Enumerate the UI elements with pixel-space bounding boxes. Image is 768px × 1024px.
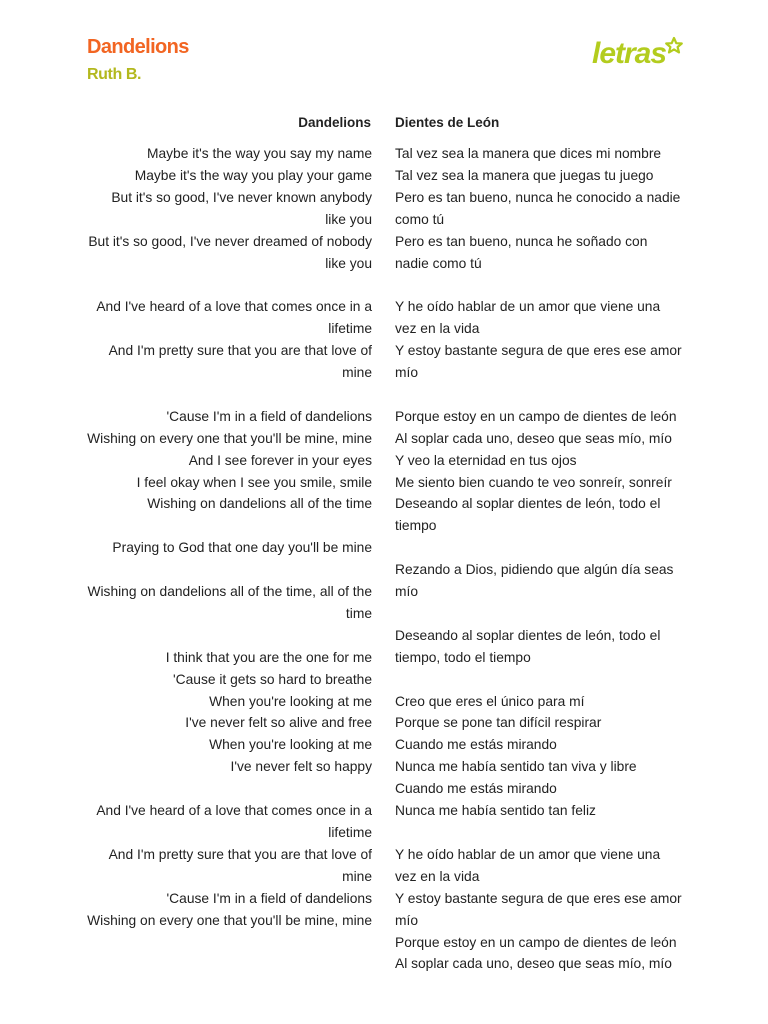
translated-lyric-line: Nunca me había sentido tan viva y libre — [395, 759, 637, 775]
original-lyric-line: Wishing on every one that you'll be mine, mine — [87, 912, 372, 928]
logo-wordmark: letras — [592, 37, 667, 70]
translated-lyric-line: Y he oído hablar de un amor que viene una vez en la vida — [395, 846, 661, 884]
star-icon — [666, 38, 682, 52]
translated-lyric-line: Y estoy bastante segura de que eres ese amor mío — [395, 890, 682, 928]
original-lyric-line: When you're looking at me — [209, 693, 372, 709]
stanza-break — [395, 274, 683, 296]
translated-lyric-line: Nunca me había sentido tan feliz — [395, 803, 596, 819]
translated-lyric-line: Y estoy bastante segura de que eres ese amor mío — [395, 343, 682, 381]
translated-lyric-line: Rezando a Dios, pidiendo que algún día seas mío — [395, 562, 674, 600]
original-lyric-line: Maybe it's the way you say my name — [146, 146, 372, 161]
original-lyric-line: Praying to God that one day you'll be mine — [112, 540, 372, 556]
stanza-break — [87, 559, 372, 581]
original-lyric-line: And I've heard of a love that comes once in a lifetime — [96, 803, 372, 840]
original-lyric-line: When you're looking at me — [209, 737, 372, 753]
translated-lyric-line: Porque estoy en un campo de dientes de león — [395, 408, 677, 424]
translated-lyric-line: Creo que eres el único para mí — [395, 693, 585, 709]
translated-lyric-line: Pero es tan bueno, nunca he soñado con nadie como tú — [395, 233, 648, 271]
stanza-break — [87, 515, 372, 537]
translated-lyric-line: Al soplar cada uno, deseo que seas mío, mío — [395, 430, 672, 446]
translated-lyric-line: Y he oído hablar de un amor que viene una vez en la vida — [395, 299, 661, 337]
stanza-break — [395, 384, 683, 406]
translated-lyric-line: Porque se pone tan difícil respirar — [395, 715, 602, 731]
translation-column-heading: Dientes de León — [395, 115, 500, 130]
original-lyric-line: Wishing on dandelions all of the time — [147, 496, 372, 512]
translated-lyric-line: Al soplar cada uno, deseo que seas mío, mío — [395, 956, 672, 972]
original-lyric-line: 'Cause I'm in a field of dandelions — [166, 890, 372, 906]
translated-lyric-line: Deseando al soplar dientes de león, todo el tiempo — [395, 496, 661, 534]
translated-lyric-line: Deseando al soplar dientes de león, todo el tiempo, todo el tiempo — [395, 627, 661, 665]
original-lyric-line: But it's so good, I've never dreamed of nobody like you — [88, 233, 372, 271]
original-lyric-line: But it's so good, I've never known anybody like you — [111, 189, 372, 227]
translated-lyric-line: Cuando me estás mirando — [395, 781, 557, 797]
original-lyric-line: I've never felt so alive and free — [185, 715, 372, 731]
original-lyric-line: 'Cause I'm in a field of dandelions — [166, 408, 372, 424]
stanza-break — [395, 603, 683, 625]
translated-lyric-line: Tal vez sea la manera que dices mi nombre — [395, 146, 662, 161]
original-lyric-line: Wishing on dandelions all of the time, all of the time — [87, 584, 372, 621]
original-lyric-line: 'Cause it gets so hard to breathe — [173, 671, 372, 687]
translated-lyric-line: Y veo la eternidad en tus ojos — [395, 452, 577, 468]
stanza-break — [87, 274, 372, 296]
translated-lyric-line: Porque estoy en un campo de dientes de león — [395, 934, 677, 950]
original-lyric-line: And I see forever in your eyes — [188, 452, 372, 468]
translated-lyric-line: Tal vez sea la manera que juegas tu juego — [395, 167, 654, 183]
original-lyric-line: I feel okay when I see you smile, smile — [136, 474, 372, 490]
translated-lyrics — [395, 143, 683, 975]
stanza-break — [87, 625, 372, 647]
stanza-break — [87, 778, 372, 800]
original-lyrics — [87, 143, 372, 932]
translated-lyric-line: Me siento bien cuando te veo sonreír, sonreír — [395, 474, 672, 490]
original-lyric-line: And I'm pretty sure that you are that love of mine — [108, 846, 372, 884]
stanza-break — [395, 669, 683, 691]
translated-lyric-line: Cuando me estás mirando — [395, 737, 557, 753]
stanza-break — [87, 384, 372, 406]
translated-lyric-line: Pero es tan bueno, nunca he conocido a nadie como tú — [395, 189, 681, 227]
stanza-break — [395, 537, 683, 559]
original-lyric-line: Wishing on every one that you'll be mine, mine — [87, 430, 372, 446]
song-title: Dandelions — [87, 36, 189, 58]
original-column-heading: Dandelions — [298, 115, 371, 130]
original-lyric-line: And I've heard of a love that comes once in a lifetime — [96, 299, 372, 337]
original-lyric-line: I've never felt so happy — [230, 759, 372, 775]
stanza-break — [395, 822, 683, 844]
letras-logo-graphic — [590, 32, 685, 76]
letras-logo[interactable] — [590, 32, 685, 76]
original-lyric-line: I think that you are the one for me — [165, 649, 372, 665]
artist-name[interactable]: Ruth B. — [87, 66, 142, 83]
original-lyric-line: And I'm pretty sure that you are that love of mine — [108, 343, 372, 381]
original-lyric-line: Maybe it's the way you play your game — [134, 167, 372, 183]
